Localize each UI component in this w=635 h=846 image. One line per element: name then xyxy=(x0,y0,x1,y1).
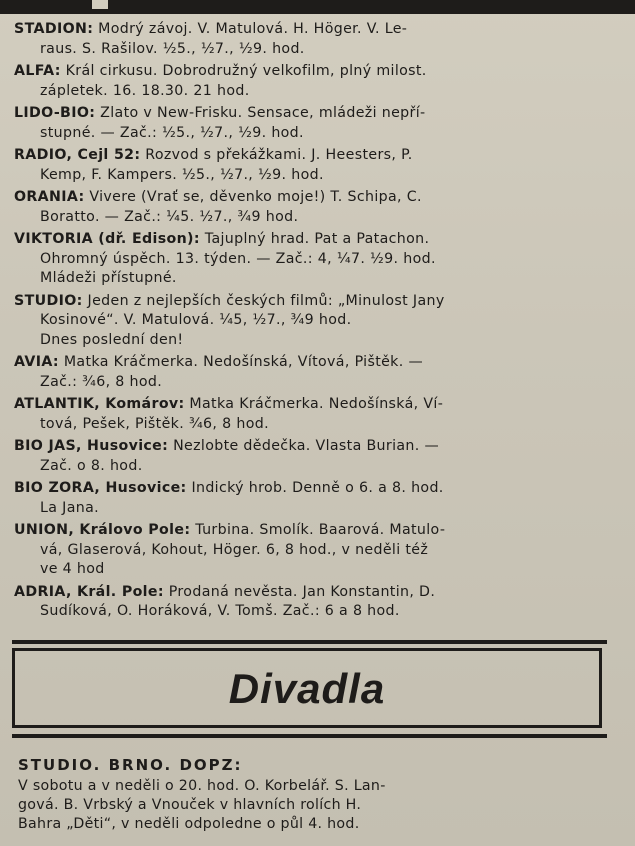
cinema-text: Tajuplný hrad. Pat a Patachon. xyxy=(204,231,430,247)
cinema-name: ADRIA, Král. Pole: xyxy=(14,583,164,600)
cinema-entry xyxy=(14,104,629,143)
cinema-text: Kemp, F. Kampers. ½5., ½7., ½9. hod. xyxy=(40,166,324,183)
cinema-entry xyxy=(14,583,629,622)
cinema-text: Dnes poslední den! xyxy=(40,331,184,348)
cinema-continuation-line xyxy=(14,82,629,102)
cinema-text: ve 4 hod xyxy=(40,561,105,577)
cinema-first-line xyxy=(14,583,629,603)
cinema-name: RADIO, Cejl 52: xyxy=(14,147,141,163)
cinema-continuation-line xyxy=(14,208,629,228)
theatre-line: Bahra „Děti“, v neděli odpoledne o půl 4. hod. xyxy=(18,816,360,832)
cinema-continuation-line xyxy=(14,457,629,477)
top-rule xyxy=(12,640,607,644)
cinema-first-line xyxy=(14,292,629,312)
section-box xyxy=(12,648,602,728)
bottom-rule xyxy=(12,734,607,738)
cinema-first-line xyxy=(14,230,629,250)
theatre-listing xyxy=(18,756,630,834)
cinema-name: ORANIA: xyxy=(14,189,85,205)
cinema-entry xyxy=(14,20,629,59)
cinema-continuation-line xyxy=(14,269,629,289)
cinema-first-line xyxy=(14,188,629,208)
cinema-name: ATLANTIK, Komárov: xyxy=(14,396,185,412)
cinema-text: Zač. o 8. hod. xyxy=(40,457,143,474)
cinema-text: Matka Kráčmerka. Nedošínská, Vítová, Pištěk. — xyxy=(63,354,424,370)
cinema-text: Král cirkusu. Dobrodružný velkofilm, plný milost. xyxy=(65,63,427,79)
cinema-text: Rozvod s překážkami. J. Heesters, P. xyxy=(145,147,413,163)
cinema-text: Zač.: ¾6, 8 hod. xyxy=(40,373,163,390)
cinema-first-line xyxy=(14,395,629,415)
masthead-band xyxy=(0,0,635,14)
cinema-first-line xyxy=(14,104,629,124)
cinema-continuation-line xyxy=(14,541,629,561)
theatre-heading: STUDIO. BRNO. DOPZ: xyxy=(18,756,243,774)
cinema-continuation-line xyxy=(14,124,629,144)
cinema-name: UNION, Královo Pole: xyxy=(14,522,191,538)
cinema-name: VIKTORIA (dř. Edison): xyxy=(14,231,200,247)
cinema-text: La Jana. xyxy=(40,499,99,516)
cinema-entry xyxy=(14,353,629,392)
cinema-first-line xyxy=(14,20,629,40)
cinema-entry xyxy=(14,437,629,476)
cinema-text: Nezlobte dědečka. Vlasta Burian. — xyxy=(173,438,440,454)
cinema-text: Jeden z nejlepších českých filmů: „Minulost Jany xyxy=(87,292,445,309)
cinema-text: Prodaná nevěsta. Jan Konstantin, D. xyxy=(168,583,436,600)
cinema-entry xyxy=(14,230,629,289)
cinema-continuation-line xyxy=(14,415,629,435)
cinema-name: BIO JAS, Husovice: xyxy=(14,438,169,454)
cinema-entry xyxy=(14,188,629,227)
cinema-text: zápletek. 16. 18.30. 21 hod. xyxy=(40,82,250,99)
cinema-continuation-line xyxy=(14,166,629,186)
cinema-name: LIDO-BIO: xyxy=(14,105,96,121)
cinema-text: Sudíková, O. Horáková, V. Tomš. Zač.: 6 a 8 hod. xyxy=(40,603,400,619)
theatre-line: gová. B. Vrbský a Vnouček v hlavních rolích H. xyxy=(18,797,362,813)
cinema-entry xyxy=(14,521,629,580)
cinema-listings xyxy=(14,20,629,625)
cinema-text: raus. S. Rašilov. ½5., ½7., ½9. hod. xyxy=(40,40,305,57)
cinema-first-line xyxy=(14,437,629,457)
cinema-continuation-line xyxy=(14,602,629,622)
cinema-text: tová, Pešek, Pištěk. ¾6, 8 hod. xyxy=(40,415,269,432)
cinema-entry xyxy=(14,62,629,101)
cinema-entry xyxy=(14,479,629,518)
cinema-text: Matka Kráčmerka. Nedošínská, Ví- xyxy=(189,396,444,412)
cinema-continuation-line xyxy=(14,331,629,351)
cinema-text: Boratto. — Zač.: ¼5. ½7., ¾9 hod. xyxy=(40,208,299,225)
cinema-entry xyxy=(14,395,629,434)
cinema-continuation-line xyxy=(14,560,629,580)
cinema-text: Mládeži přístupné. xyxy=(40,270,177,286)
cinema-text: Indický hrob. Denně o 6. a 8. hod. xyxy=(191,480,444,496)
cinema-entry xyxy=(14,146,629,185)
cinema-text: Modrý závoj. V. Matulová. H. Höger. V. Le- xyxy=(98,21,408,37)
cinema-text: Ohromný úspěch. 13. týden. — Zač.: 4, ¼7. ½9. hod. xyxy=(40,250,436,267)
masthead-tag xyxy=(90,0,110,11)
section-title: Divadla xyxy=(228,665,386,712)
cinema-text: Zlato v New-Frisku. Sensace, mládeži nepří- xyxy=(100,105,426,121)
cinema-text: vá, Glaserová, Kohout, Höger. 6, 8 hod., v neděli též xyxy=(40,541,429,558)
cinema-name: STUDIO: xyxy=(14,292,83,309)
cinema-first-line xyxy=(14,353,629,373)
cinema-name: BIO ZORA, Husovice: xyxy=(14,480,187,496)
cinema-name: STADION: xyxy=(14,21,94,37)
cinema-continuation-line xyxy=(14,40,629,60)
cinema-first-line xyxy=(14,479,629,499)
cinema-first-line xyxy=(14,521,629,541)
cinema-text: Turbina. Smolík. Baarová. Matulo- xyxy=(195,522,446,538)
cinema-continuation-line xyxy=(14,499,629,519)
cinema-first-line xyxy=(14,146,629,166)
cinema-text: Vivere (Vrať se, děvenko moje!) T. Schipa, C. xyxy=(89,189,422,205)
cinema-text: Kosinové“. V. Matulová. ¼5, ½7., ¾9 hod. xyxy=(40,312,352,328)
cinema-entry xyxy=(14,292,629,351)
cinema-continuation-line xyxy=(14,311,629,331)
cinema-name: AVIA: xyxy=(14,354,59,370)
cinema-continuation-line xyxy=(14,250,629,270)
cinema-continuation-line xyxy=(14,373,629,393)
cinema-name: ALFA: xyxy=(14,63,61,79)
theatre-line: V sobotu a v neděli o 20. hod. O. Korbelář. S. Lan- xyxy=(18,778,386,794)
cinema-text: stupné. — Zač.: ½5., ½7., ½9. hod. xyxy=(40,124,304,141)
cinema-first-line xyxy=(14,62,629,82)
